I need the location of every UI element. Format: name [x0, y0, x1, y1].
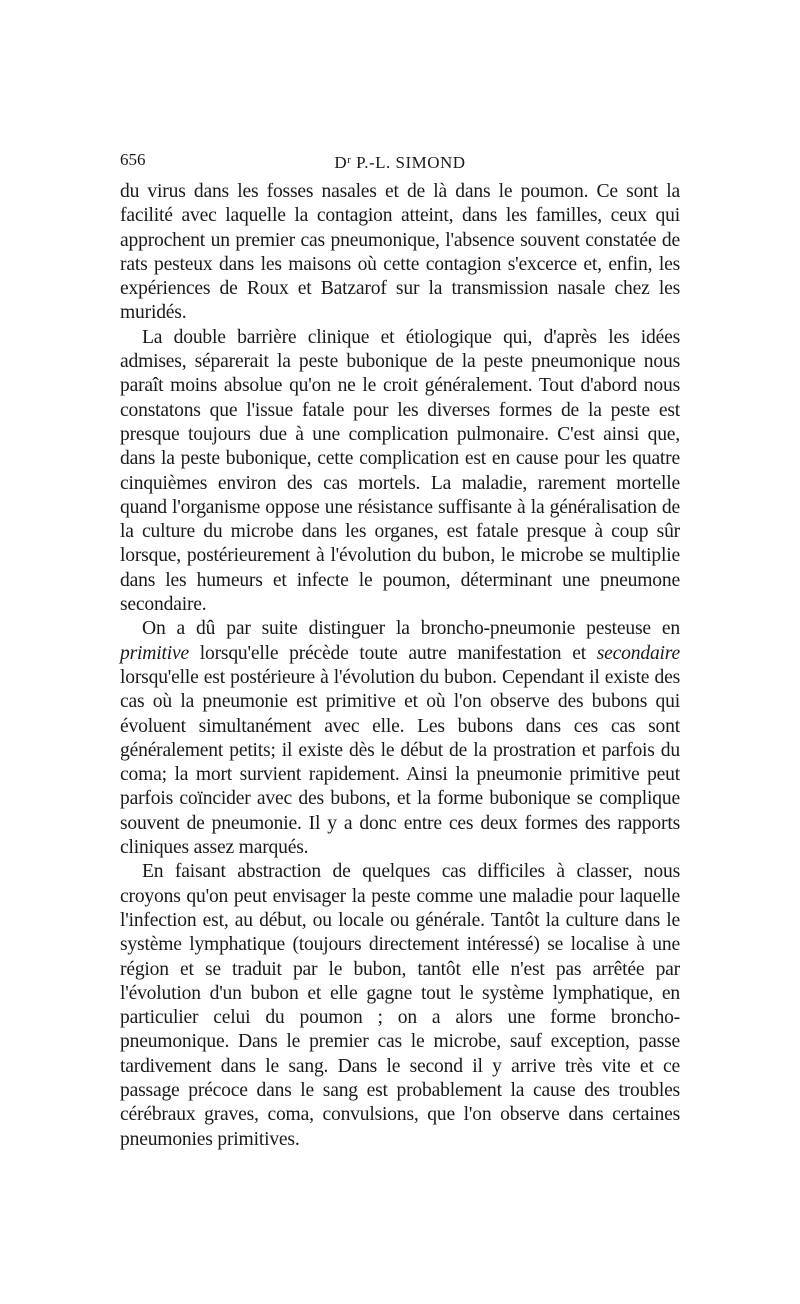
- paragraph-broncho-pneumonia: [120, 617, 680, 860]
- italic-term-primitive: primitive: [120, 642, 189, 664]
- paragraph-continuation: du virus dans les fosses nasales et de là dans le poumon. Ce sont la facilité avec laquelle la contagion atteint, dans les familles, ceux qui approchent un premier cas pneumonique, l'absence souvent constatée de rats pesteux dans les maisons où cette contagion s'excerce et, enfin, les expériences de Roux et Batzarof sur la transmission nasale chez les muridés.: [120, 181, 680, 324]
- paragraph-text-part: lorsqu'elle précède toute autre manifestation et: [188, 642, 597, 664]
- paragraph-abstraction: En faisant abstraction de quelques cas difficiles à classer, nous croyons qu'on peut envisager la peste comme une maladie pour laquelle l'infection est, au début, ou locale ou générale. Tantôt la culture dans le système lymphatique (toujours directement intéressé) se localise à une région et se traduit par le bubon, tantôt elle n'est pas arrêtée par l'évolution d'un bubon et elle gagne tout le système lymphatique, en particulier celui du poumon ; on a alors une forme broncho-pneumonique. Dans le premier cas le microbe, sauf exception, passe tardivement dans le sang. Dans le second il y arrive très vite et ce passage précoce dans le sang est probablement la cause des troubles cérébraux graves, coma, convulsions, que l'on observe dans certaines pneumonies primitives.: [120, 861, 680, 1150]
- page-number: 656: [120, 150, 146, 169]
- author-superscript: r: [347, 154, 352, 166]
- paragraph-text-part: On a dû par suite distinguer la broncho-pneumonie pesteuse en: [142, 618, 680, 640]
- author-prefix: D: [334, 153, 348, 172]
- paragraph-text-part: lorsqu'elle est postérieure à l'évolution du bubon. Cependant il existe des cas où la pneumonie est primitive et où l'on observe des bubons qui évoluent simultanément avec elle. Les bubons dans ces cas sont généralement petits; il existe dès le début de la prostration et parfois du coma; la mort survient rapidement. Ainsi la pneumonie primitive peut parfois coïncider avec des bubons, et la forme bubonique se complique souvent de pneumonie. Il y a donc entre ces deux formes des rapports cliniques assez marqués.: [120, 666, 680, 859]
- running-head: [120, 148, 680, 172]
- body-text: [120, 180, 680, 1152]
- italic-term-secondaire: secondaire: [596, 642, 680, 664]
- paragraph-double-barrier: La double barrière clinique et étiologique qui, d'après les idées admises, séparerait la peste bubonique de la peste pneumonique nous paraît moins absolue qu'on ne le croit généralement. Tout d'abord nous constatons que l'issue fatale pour les diverses formes de la peste est presque toujours due à une complication pulmonaire. C'est ainsi que, dans la peste bubonique, cette complication est en cause pour les quatre cinquièmes environ des cas mortels. La maladie, rarement mortelle quand l'organisme oppose une résistance suffisante à la généralisation de la culture du microbe dans les organes, est fatale presque à coup sûr lorsque, postérieurement à l'évolution du bubon, le microbe se multiplie dans les humeurs et infecte le poumon, déterminant une pneumone secondaire.: [120, 326, 680, 616]
- author-name: P.-L. SIMOND: [351, 153, 466, 172]
- running-title: [120, 148, 680, 175]
